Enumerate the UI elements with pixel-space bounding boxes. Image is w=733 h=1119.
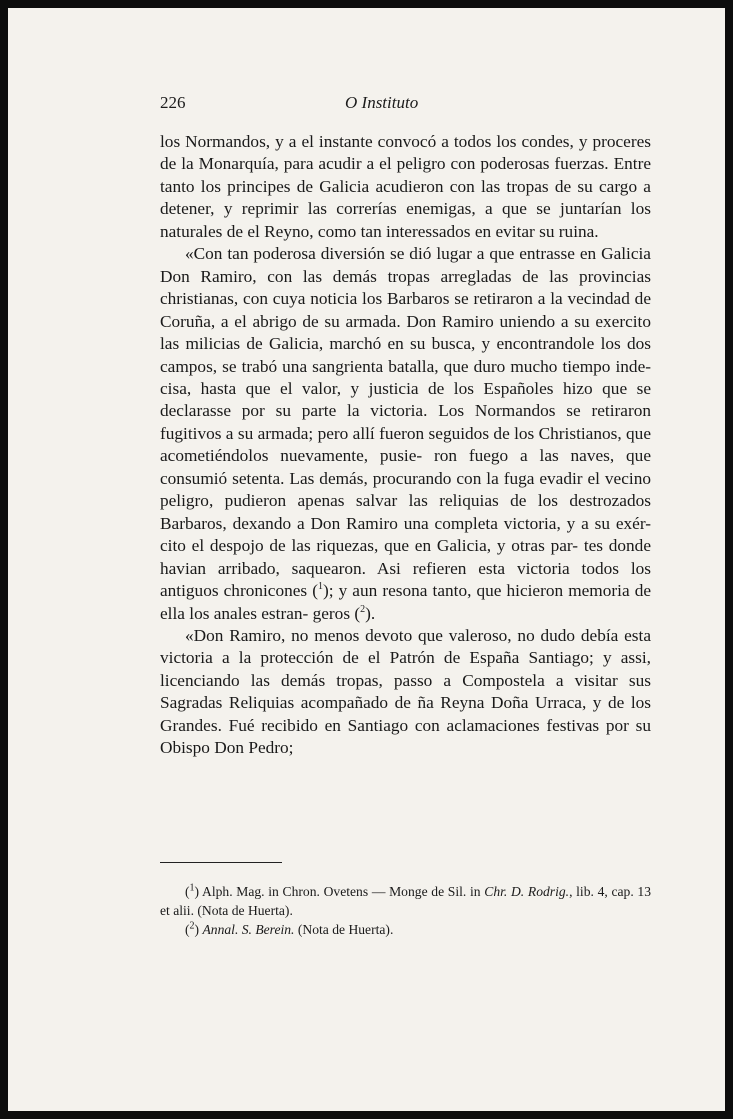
- text-line: ron fuego a las naves, que consumió setenta. Las demás,: [160, 446, 651, 488]
- text-line: Santiago; y assi, licenciando las demás tropas, passo a: [160, 648, 651, 690]
- footnote-divider: [160, 862, 282, 863]
- running-title: O Instituto: [345, 93, 419, 112]
- footnotes: [160, 882, 651, 939]
- text-line: Santiago con aclamaciones festivas por su Obispo Don Pedro;: [160, 715, 651, 758]
- text-line: trabó una sangrienta batalla, que duro mucho tiempo inde-: [241, 356, 651, 376]
- text-line: poderosas fuerzas. Entre tanto los principes de Galicia: [160, 154, 651, 196]
- paragraph-1: [160, 131, 651, 243]
- text-line: tanto, que hicieron memoria de ella los anales estran-: [160, 581, 652, 623]
- footnote-text: (Nota de Huerta).: [294, 922, 394, 937]
- footnote-italic: Annal. S. Berein.: [202, 922, 295, 937]
- text-line: en Galicia Don Ramiro, con las demás tropas arregladas de: [160, 244, 651, 286]
- text-line: dexando a Don Ramiro una completa victoria, y a su exér-: [232, 513, 651, 533]
- footnote-marker: 2: [189, 920, 195, 932]
- text-line: el Reyno, como tan interessados en evitar su ruina.: [247, 221, 599, 241]
- text-line: ña Reyna Doña Urraca, y de los Grandes. Fué recibido en: [160, 693, 651, 735]
- text-line: Compostela a visitar sus Sagradas Reliquias acompañado de: [160, 670, 651, 713]
- text-line: marchó en su busca, y encontrandole los dos campos, se: [160, 334, 651, 376]
- text-line: procurando con la fuga evadir el vecino peligro, pudieron: [160, 468, 651, 511]
- footnote-ref: 2: [360, 603, 366, 615]
- text-line: ).: [365, 603, 376, 623]
- text-line: las correrías enemigas, a que se juntarían los naturales de: [160, 199, 651, 241]
- footnote-marker: 1: [189, 882, 195, 894]
- paragraph-2: [160, 243, 651, 625]
- paragraph-3: [160, 625, 651, 760]
- text-line: retiraron a la vecindad de Coruña, a el abrigo de su armada.: [160, 289, 651, 331]
- text-line: y proceres de la Monarquía, para acudir a el peligro con: [160, 132, 651, 174]
- text-line: victoria todos los antiguos chronicones (: [160, 558, 651, 601]
- footnote-2: ($^2$) Annal. S. Berein. (Nota de Huerta).: [185, 920, 394, 937]
- footnote-1: ($^1$) Alph. Mag. in Chron. Ovetens — Monge de Sil. in Chr. D. Rodrig., lib. 4, cap. 13 et alii. (Nota de Huerta).: [160, 882, 651, 918]
- text-line: debía esta victoria a la protección de el Patrón de España: [160, 625, 651, 668]
- text-line: cisa, hasta que el valor, y justicia de los Españoles hizo que: [160, 378, 628, 398]
- footnote-ref: 1: [317, 581, 323, 593]
- text-line: retiraron fugitivos a su armada; pero allí fueron seguidos: [160, 401, 651, 443]
- footnote-text: Alph. Mag. in Chron. Ovetens — Monge de Sil. in: [202, 884, 485, 899]
- page-number: 226: [160, 93, 186, 112]
- text-line: apenas salvar las reliquias de los destrozados Barbaros,: [160, 491, 651, 533]
- text-line: «Don Ramiro, no menos devoto que valeroso, no dudo: [185, 625, 576, 645]
- running-header: [160, 93, 651, 117]
- text-line: ); y aun resona: [322, 581, 428, 601]
- scanned-page: [8, 8, 725, 1111]
- text-line: de los Christianos, que acometiéndolos nuevamente, pusie-: [160, 423, 651, 466]
- footnote-italic: Chr. D. Rodrig.: [484, 884, 570, 899]
- footnote-text: , lib. 4, cap. 13 et alii. (Nota de Huerta).: [160, 884, 651, 918]
- text-line: se declarasse por su parte la victoria. Los Normandos se: [160, 378, 651, 421]
- text-line: cito el despojo de las riquezas, que en Galicia, y otras par-: [160, 536, 579, 556]
- body-text: [160, 131, 651, 760]
- text-line: los Normandos, y a el instante convocó a todos los condes,: [160, 132, 574, 151]
- text-line: acudieron con las tropas de su cargo a detener, y reprimir: [160, 176, 651, 219]
- text-line: «Con tan poderosa diversión se dió lugar a que entrasse: [185, 244, 575, 264]
- text-line: geros (: [312, 603, 361, 623]
- text-line: tes donde havian arribado, saquearon. Asi refieren esta: [160, 536, 651, 578]
- text-line: las provincias christianas, con cuya noticia los Barbaros se: [160, 266, 651, 309]
- text-line: Don Ramiro uniendo a su exercito las milicias de Galicia,: [160, 311, 651, 354]
